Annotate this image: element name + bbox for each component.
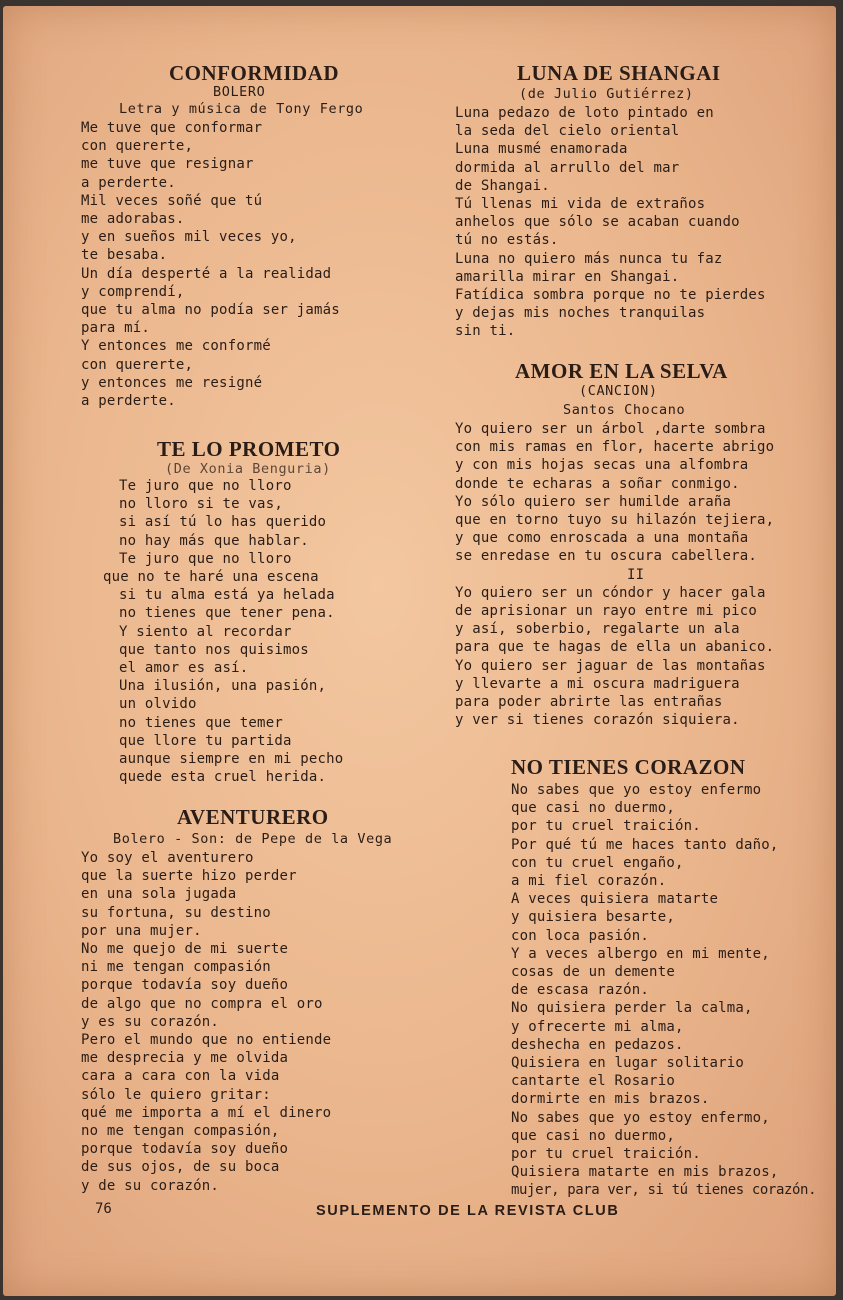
song-luna-de-shangai xyxy=(455,61,766,341)
lyric-line: con quererte, xyxy=(81,356,194,373)
lyric-line: y dejas mis noches tranquilas xyxy=(455,305,706,322)
song-lyrics xyxy=(511,781,816,1200)
lyric-line: Me tuve que conformar xyxy=(81,120,263,136)
lyric-line: cosas de un demente xyxy=(511,964,675,981)
song-title: AVENTURERO xyxy=(177,805,329,829)
lyric-line: y de su corazón. xyxy=(81,1177,220,1194)
lyric-line: que no te haré una escena xyxy=(103,569,319,586)
lyric-line: y entonces me resigné xyxy=(81,374,263,391)
lyric-line: un olvido xyxy=(119,696,197,713)
lyric-line: Pero el mundo que no entiende xyxy=(81,1032,332,1049)
lyric-line: la seda del cielo oriental xyxy=(455,123,680,140)
song-lyrics xyxy=(455,420,774,729)
lyric-line: que casi no duermo, xyxy=(511,800,675,817)
song-conformidad xyxy=(81,61,363,410)
lyric-line: no tienes que tener pena. xyxy=(119,605,335,622)
lyric-line: No me quejo de mi suerte xyxy=(81,941,289,958)
lyric-line: que tanto nos quisimos xyxy=(119,641,309,658)
lyric-line: Luna pedazo de loto pintado en xyxy=(455,105,714,121)
lyric-line: para que te hagas de ella un abanico. xyxy=(455,639,775,656)
song-amor-en-la-selva xyxy=(455,359,774,729)
song-lyrics xyxy=(81,119,363,410)
lyric-line: para mí. xyxy=(81,320,151,337)
song-lyrics xyxy=(455,104,766,341)
lyric-line: a perderte. xyxy=(81,174,176,191)
lyric-line: porque todavía soy dueño xyxy=(81,977,289,994)
lyric-line: y quisiera besarte, xyxy=(511,909,675,926)
lyric-line: tú no estás. xyxy=(455,232,559,249)
lyric-line: Te juro que no lloro xyxy=(119,550,292,567)
stanza-number: II xyxy=(627,566,645,583)
lyric-line: que tu alma no podía ser jamás xyxy=(81,302,340,319)
lyric-line: de aprisionar un rayo entre mi pico xyxy=(455,603,758,620)
lyric-line: Tú llenas mi vida de extraños xyxy=(455,196,706,213)
lyric-line: para poder abrirte las entrañas xyxy=(455,694,723,711)
lyric-line: se enredase en tu oscura cabellera. xyxy=(455,548,758,565)
song-lyrics xyxy=(81,849,392,1195)
song-credit: (De Xonia Benguria) xyxy=(165,461,331,477)
lyric-line: y en sueños mil veces yo, xyxy=(81,229,297,246)
lyric-line: a mi fiel corazón. xyxy=(511,873,667,890)
lyric-line: anhelos que sólo se acaban cuando xyxy=(455,214,740,231)
page-number: 76 xyxy=(95,1201,112,1217)
lyric-line: me desprecia y me olvida xyxy=(81,1050,289,1067)
lyric-line: y comprendí, xyxy=(81,283,185,300)
lyric-line: qué me importa a mí el dinero xyxy=(81,1104,332,1121)
lyric-line: y con mis hojas secas una alfombra xyxy=(455,457,749,474)
lyric-line: por tu cruel traición. xyxy=(511,818,701,835)
lyric-line: cantarte el Rosario xyxy=(511,1073,675,1090)
song-credit: Bolero - Son: de Pepe de la Vega xyxy=(113,831,393,847)
lyric-line: Yo quiero ser jaguar de las montañas xyxy=(455,657,766,674)
lyric-line: sólo le quiero gritar: xyxy=(81,1086,271,1103)
lyric-line: no lloro si te vas, xyxy=(119,496,283,513)
lyric-line: Yo sólo quiero ser humilde araña xyxy=(455,493,732,510)
lyric-line: Y siento al recordar xyxy=(119,623,292,640)
lyric-line: me tuve que resignar xyxy=(81,156,254,173)
song-title: NO TIENES CORAZON xyxy=(511,755,746,779)
song-subtitle: (CANCION) xyxy=(579,383,658,399)
lyric-line: con tu cruel engaño, xyxy=(511,854,684,871)
lyric-line: A veces quisiera matarte xyxy=(511,891,719,908)
lyric-line: en una sola jugada xyxy=(81,886,237,903)
song-title: LUNA DE SHANGAI xyxy=(517,61,721,85)
lyric-line: Por qué tú me haces tanto daño, xyxy=(511,836,779,853)
lyric-line: no me tengan compasión, xyxy=(81,1123,280,1140)
lyric-line: Yo quiero ser un cóndor y hacer gala xyxy=(455,584,766,601)
lyric-line: Te juro que no lloro xyxy=(119,478,292,494)
lyric-line: Yo soy el aventurero xyxy=(81,850,254,866)
lyric-line: Quisiera en lugar solitario xyxy=(511,1055,744,1072)
lyric-line: con mis ramas en flor, hacerte abrigo xyxy=(455,439,775,456)
lyric-line: No quisiera perder la calma, xyxy=(511,1000,753,1017)
song-credit: (de Julio Gutiérrez) xyxy=(519,86,694,102)
lyric-line: sin ti. xyxy=(455,323,516,340)
lyric-line: con loca pasión. xyxy=(511,927,650,944)
lyric-line: por tu cruel traición. xyxy=(511,1146,701,1163)
lyric-line: Un día desperté a la realidad xyxy=(81,265,332,282)
lyric-line: que en torno tuyo su hilazón tejiera, xyxy=(455,512,775,529)
lyric-line: deshecha en pedazos. xyxy=(511,1036,684,1053)
lyric-line: No sabes que yo estoy enfermo xyxy=(511,782,762,798)
lyric-line: aunque siempre en mi pecho xyxy=(119,751,344,768)
song-aventurero xyxy=(81,805,392,1195)
lyric-line: y llevarte a mi oscura madriguera xyxy=(455,675,740,692)
lyric-line: de Shangai. xyxy=(455,177,550,194)
lyric-line: Luna musmé enamorada xyxy=(455,141,628,158)
song-credit: Letra y música de Tony Fergo xyxy=(119,101,364,117)
lyric-line: con quererte, xyxy=(81,138,194,155)
song-credit: Santos Chocano xyxy=(563,402,686,418)
lyric-line: dormida al arrullo del mar xyxy=(455,159,680,176)
lyric-line: y ver si tienes corazón siquiera. xyxy=(455,712,740,729)
lyric-line: porque todavía soy dueño xyxy=(81,1141,289,1158)
lyric-line: Y entonces me conformé xyxy=(81,338,271,355)
lyric-line: Mil veces soñé que tú xyxy=(81,192,263,209)
lyric-line: No sabes que yo estoy enfermo, xyxy=(511,1109,770,1126)
lyric-line: ni me tengan compasión xyxy=(81,959,271,976)
lyric-line: Una ilusión, una pasión, xyxy=(119,678,327,695)
lyric-line: Y a veces albergo en mi mente, xyxy=(511,945,770,962)
lyric-line: Fatídica sombra porque no te pierdes xyxy=(455,287,766,304)
lyric-line: Quisiera matarte en mis brazos, xyxy=(511,1164,779,1181)
lyric-line: de escasa razón. xyxy=(511,982,650,999)
song-title: AMOR EN LA SELVA xyxy=(515,359,728,383)
lyric-line: no tienes que temer xyxy=(119,714,283,731)
lyric-line: y es su corazón. xyxy=(81,1013,220,1030)
lyric-line: a perderte. xyxy=(81,393,176,410)
song-no-tienes-corazon xyxy=(511,755,816,1200)
lyric-line: cara a cara con la vida xyxy=(81,1068,280,1085)
footer-caption: SUPLEMENTO DE LA REVISTA CLUB xyxy=(316,1203,620,1219)
lyric-line: y así, soberbio, regalarte un ala xyxy=(455,621,740,638)
lyric-line: que casi no duermo, xyxy=(511,1127,675,1144)
lyric-line: que llore tu partida xyxy=(119,732,292,749)
song-lyrics xyxy=(103,477,343,786)
lyric-line: donde te echaras a soñar conmigo. xyxy=(455,475,740,492)
song-title: CONFORMIDAD xyxy=(169,61,339,85)
lyric-line: de algo que no compra el oro xyxy=(81,995,323,1012)
song-title: TE LO PROMETO xyxy=(157,437,341,461)
lyric-line: si tu alma está ya helada xyxy=(119,587,335,604)
lyric-line: el amor es así. xyxy=(119,660,249,677)
magazine-page xyxy=(3,6,836,1296)
lyric-line: quede esta cruel herida. xyxy=(119,769,327,786)
lyric-line: Luna no quiero más nunca tu faz xyxy=(455,250,723,267)
lyric-line: de sus ojos, de su boca xyxy=(81,1159,280,1176)
lyric-line: su fortuna, su destino xyxy=(81,904,271,921)
lyric-line: Yo quiero ser un árbol ,darte sombra xyxy=(455,421,766,437)
lyric-line: que la suerte hizo perder xyxy=(81,868,297,885)
lyric-line: no hay más que hablar. xyxy=(119,532,309,549)
song-te-lo-prometo xyxy=(81,437,343,786)
lyric-line: te besaba. xyxy=(81,247,168,264)
lyric-line: me adorabas. xyxy=(81,211,185,228)
lyric-line: mujer, para ver, si tú tienes corazón. xyxy=(511,1182,817,1199)
lyric-line: si así tú lo has querido xyxy=(119,514,327,531)
lyric-line: amarilla mirar en Shangai. xyxy=(455,268,680,285)
song-subtitle: BOLERO xyxy=(213,84,266,100)
lyric-line: dormirte en mis brazos. xyxy=(511,1091,710,1108)
lyric-line: y que como enroscada a una montaña xyxy=(455,530,749,547)
lyric-line: y ofrecerte mi alma, xyxy=(511,1018,684,1035)
lyric-line: por una mujer. xyxy=(81,922,202,939)
